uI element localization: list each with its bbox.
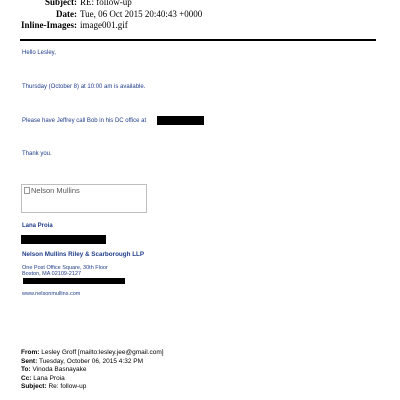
quoted-cc-label: Cc: xyxy=(21,374,32,382)
date-value: Tue, 06 Oct 2015 20:40:43 +0000 xyxy=(80,9,203,19)
header-divider xyxy=(20,39,376,41)
quoted-sent xyxy=(21,358,143,367)
body-availability: Thursday (October 8) at 10:00 am is available. xyxy=(22,84,146,90)
body-thanks: Thank you. xyxy=(22,151,52,157)
signature-firm: Nelson Mullins Riley & Scarborough LLP xyxy=(22,251,145,258)
quoted-to-value: Vinoda Basnayake xyxy=(32,366,87,374)
quoted-subject-value: Re: follow-up xyxy=(48,383,87,391)
quoted-subject xyxy=(21,383,86,392)
redaction-title xyxy=(21,235,106,244)
quoted-from-label: From: xyxy=(21,349,40,356)
redaction-phone xyxy=(157,116,204,125)
quoted-cc xyxy=(21,375,65,384)
logo-image-placeholder xyxy=(21,184,147,213)
signature-address-line2: Boston, MA 02109-2127 xyxy=(22,271,82,277)
signature-address-line1: One Post Office Square, 30th Floor xyxy=(22,265,108,271)
signature-website: www.nelsonmullins.com xyxy=(22,291,81,297)
quoted-to xyxy=(21,366,87,375)
quoted-from xyxy=(21,349,164,358)
email-header-inline-images xyxy=(0,19,190,31)
quoted-subject-label: Subject: xyxy=(21,383,47,391)
broken-image-icon xyxy=(24,187,30,194)
body-request: Please have Jeffrey call Bob in his DC office at xyxy=(22,118,147,124)
redaction-contact xyxy=(23,278,125,284)
logo-alt-text: Nelson Mullins xyxy=(31,186,80,195)
quoted-sent-label: Sent: xyxy=(21,357,38,365)
quoted-from-value: Lesley Groff [mailto:lesley.jee@gmail.com] xyxy=(41,349,164,356)
email-header-subject xyxy=(0,0,190,8)
subject-value: RE: follow-up xyxy=(80,0,132,7)
date-label: Date: xyxy=(56,9,77,19)
body-greeting: Hello Lesley, xyxy=(22,50,56,56)
subject-label: Subject: xyxy=(45,0,77,7)
inline-images-value: image001.gif xyxy=(80,20,128,30)
inline-images-label: Inline-Images: xyxy=(21,20,77,30)
quoted-sent-value: Tuesday, October 06, 2015 4:32 PM xyxy=(38,357,144,365)
signature-name: Lana Proia xyxy=(22,223,53,229)
quoted-to-label: To: xyxy=(21,366,31,374)
quoted-cc-value: Lana Proia xyxy=(33,374,65,382)
